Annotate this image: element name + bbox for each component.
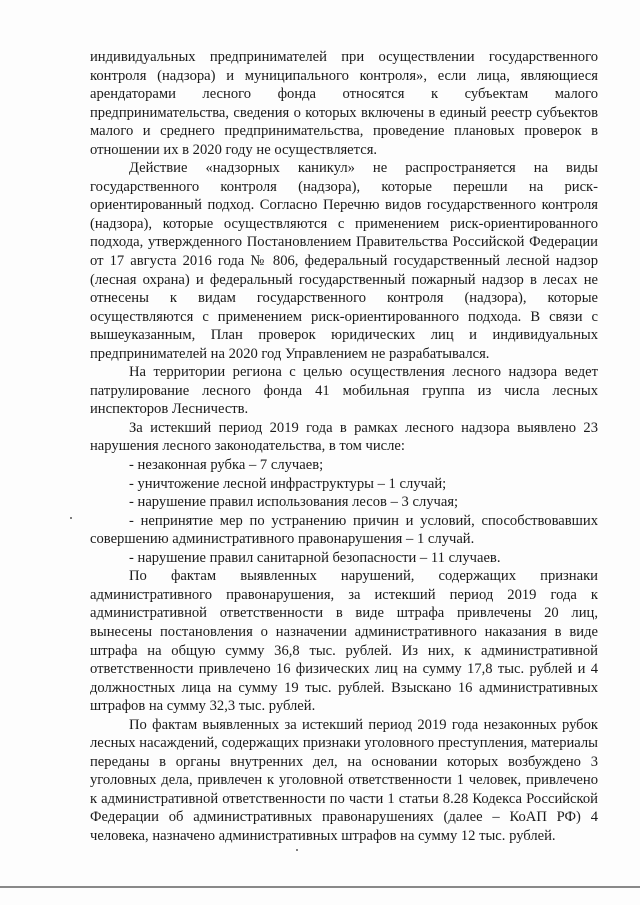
list-item-illegal-logging: - незаконная рубка – 7 случаев;	[129, 457, 324, 474]
paragraph-criminal-cases: По фактам выявленных за истекший период 2019 года незаконных рубок лесных насаждений, содержащих признаки уголовного преступления, материалы переданы в органы внутренних дел, на основании которых возбуждено 3 уголовных дела, привлечен к уголовной ответственности 1 человек, привлечено к административной ответственности по части 1 статьи 8.28 Кодекса Российской Федерации об административных правонарушениях (далее – КоАП РФ) 4 человека, назначено административных штрафов на сумму 12 тыс. рублей.	[90, 716, 598, 844]
scan-speck	[296, 849, 298, 851]
paragraph-violations-summary: За истекший период 2019 года в рамках лесного надзора выявлено 23 нарушения лесного законодательства, в том числе:	[90, 419, 598, 455]
list-item-infrastructure-destruction: - уничтожение лесной инфраструктуры – 1 случай;	[129, 475, 447, 492]
scan-speck	[70, 517, 72, 519]
paragraph-administrative-fines: По фактам выявленных нарушений, содержащих признаки административного правонарушения, за истекший период 2019 года к административной ответственности в виде штрафа привлечены 20 лиц, вынесены постановления о назначении административного наказания в виде штрафа на общую сумму 36,8 тыс. рублей. Из них, к административной ответственности привлечено 16 физических лиц на сумму 17,8 тыс. рублей и 4 должностных лица на сумму 19 тыс. рублей. Взыскано 16 административных штрафов на сумму 32,3 тыс. рублей.	[90, 568, 598, 715]
document-body	[90, 48, 598, 846]
paragraph-mobile-groups: На территории региона с целью осуществления лесного надзора ведет патрулирование лесного фонда 41 мобильная группа из числа лесных инспекторов Лесничеств.	[90, 364, 598, 418]
list-item-forest-use-rules: - нарушение правил использования лесов – 3 случая;	[129, 494, 459, 511]
list-item-failure-to-take-measures: - непринятие мер по устранению причин и условий, способствовавших совершению административного правонарушения – 1 случай.	[90, 512, 598, 548]
paragraph-supervisory-holidays: Действие «надзорных каникул» не распространяется на виды государственного контроля (надзора), которые перешли на риск-ориентированный подход. Согласно Перечню видов государственного контроля (надзора), которые осуществляются с применением риск-ориентированного подхода, утвержденного Постановлением Правительства Российской Федерации от 17 августа 2016 года № 806, федеральный государственный лесной надзор (лесная охрана) и федеральный государственный пожарный надзор в лесах не отнесены к видам государственного контроля (надзора), которые осуществляются с применением риск-ориентированного подхода. В связи с вышеуказанным, План проверок юридических лиц и индивидуальных предпринимателей на 2020 год Управлением не разрабатывался.	[90, 160, 598, 362]
page-bottom-edge	[0, 886, 640, 888]
list-item-sanitary-safety: - нарушение правил санитарной безопасности – 11 случаев.	[129, 549, 501, 566]
paragraph-planned-inspections-continuation: индивидуальных предпринимателей при осуществлении государственного контроля (надзора) и муниципального контроля», если лица, являющиеся арендаторами лесного фонда относятся к субъектам малого предпринимательства, сведения о которых включены в единый реестр субъектов малого и среднего предпринимательства, проведение плановых проверок в отношении их в 2020 году не осуществляется.	[90, 49, 598, 158]
